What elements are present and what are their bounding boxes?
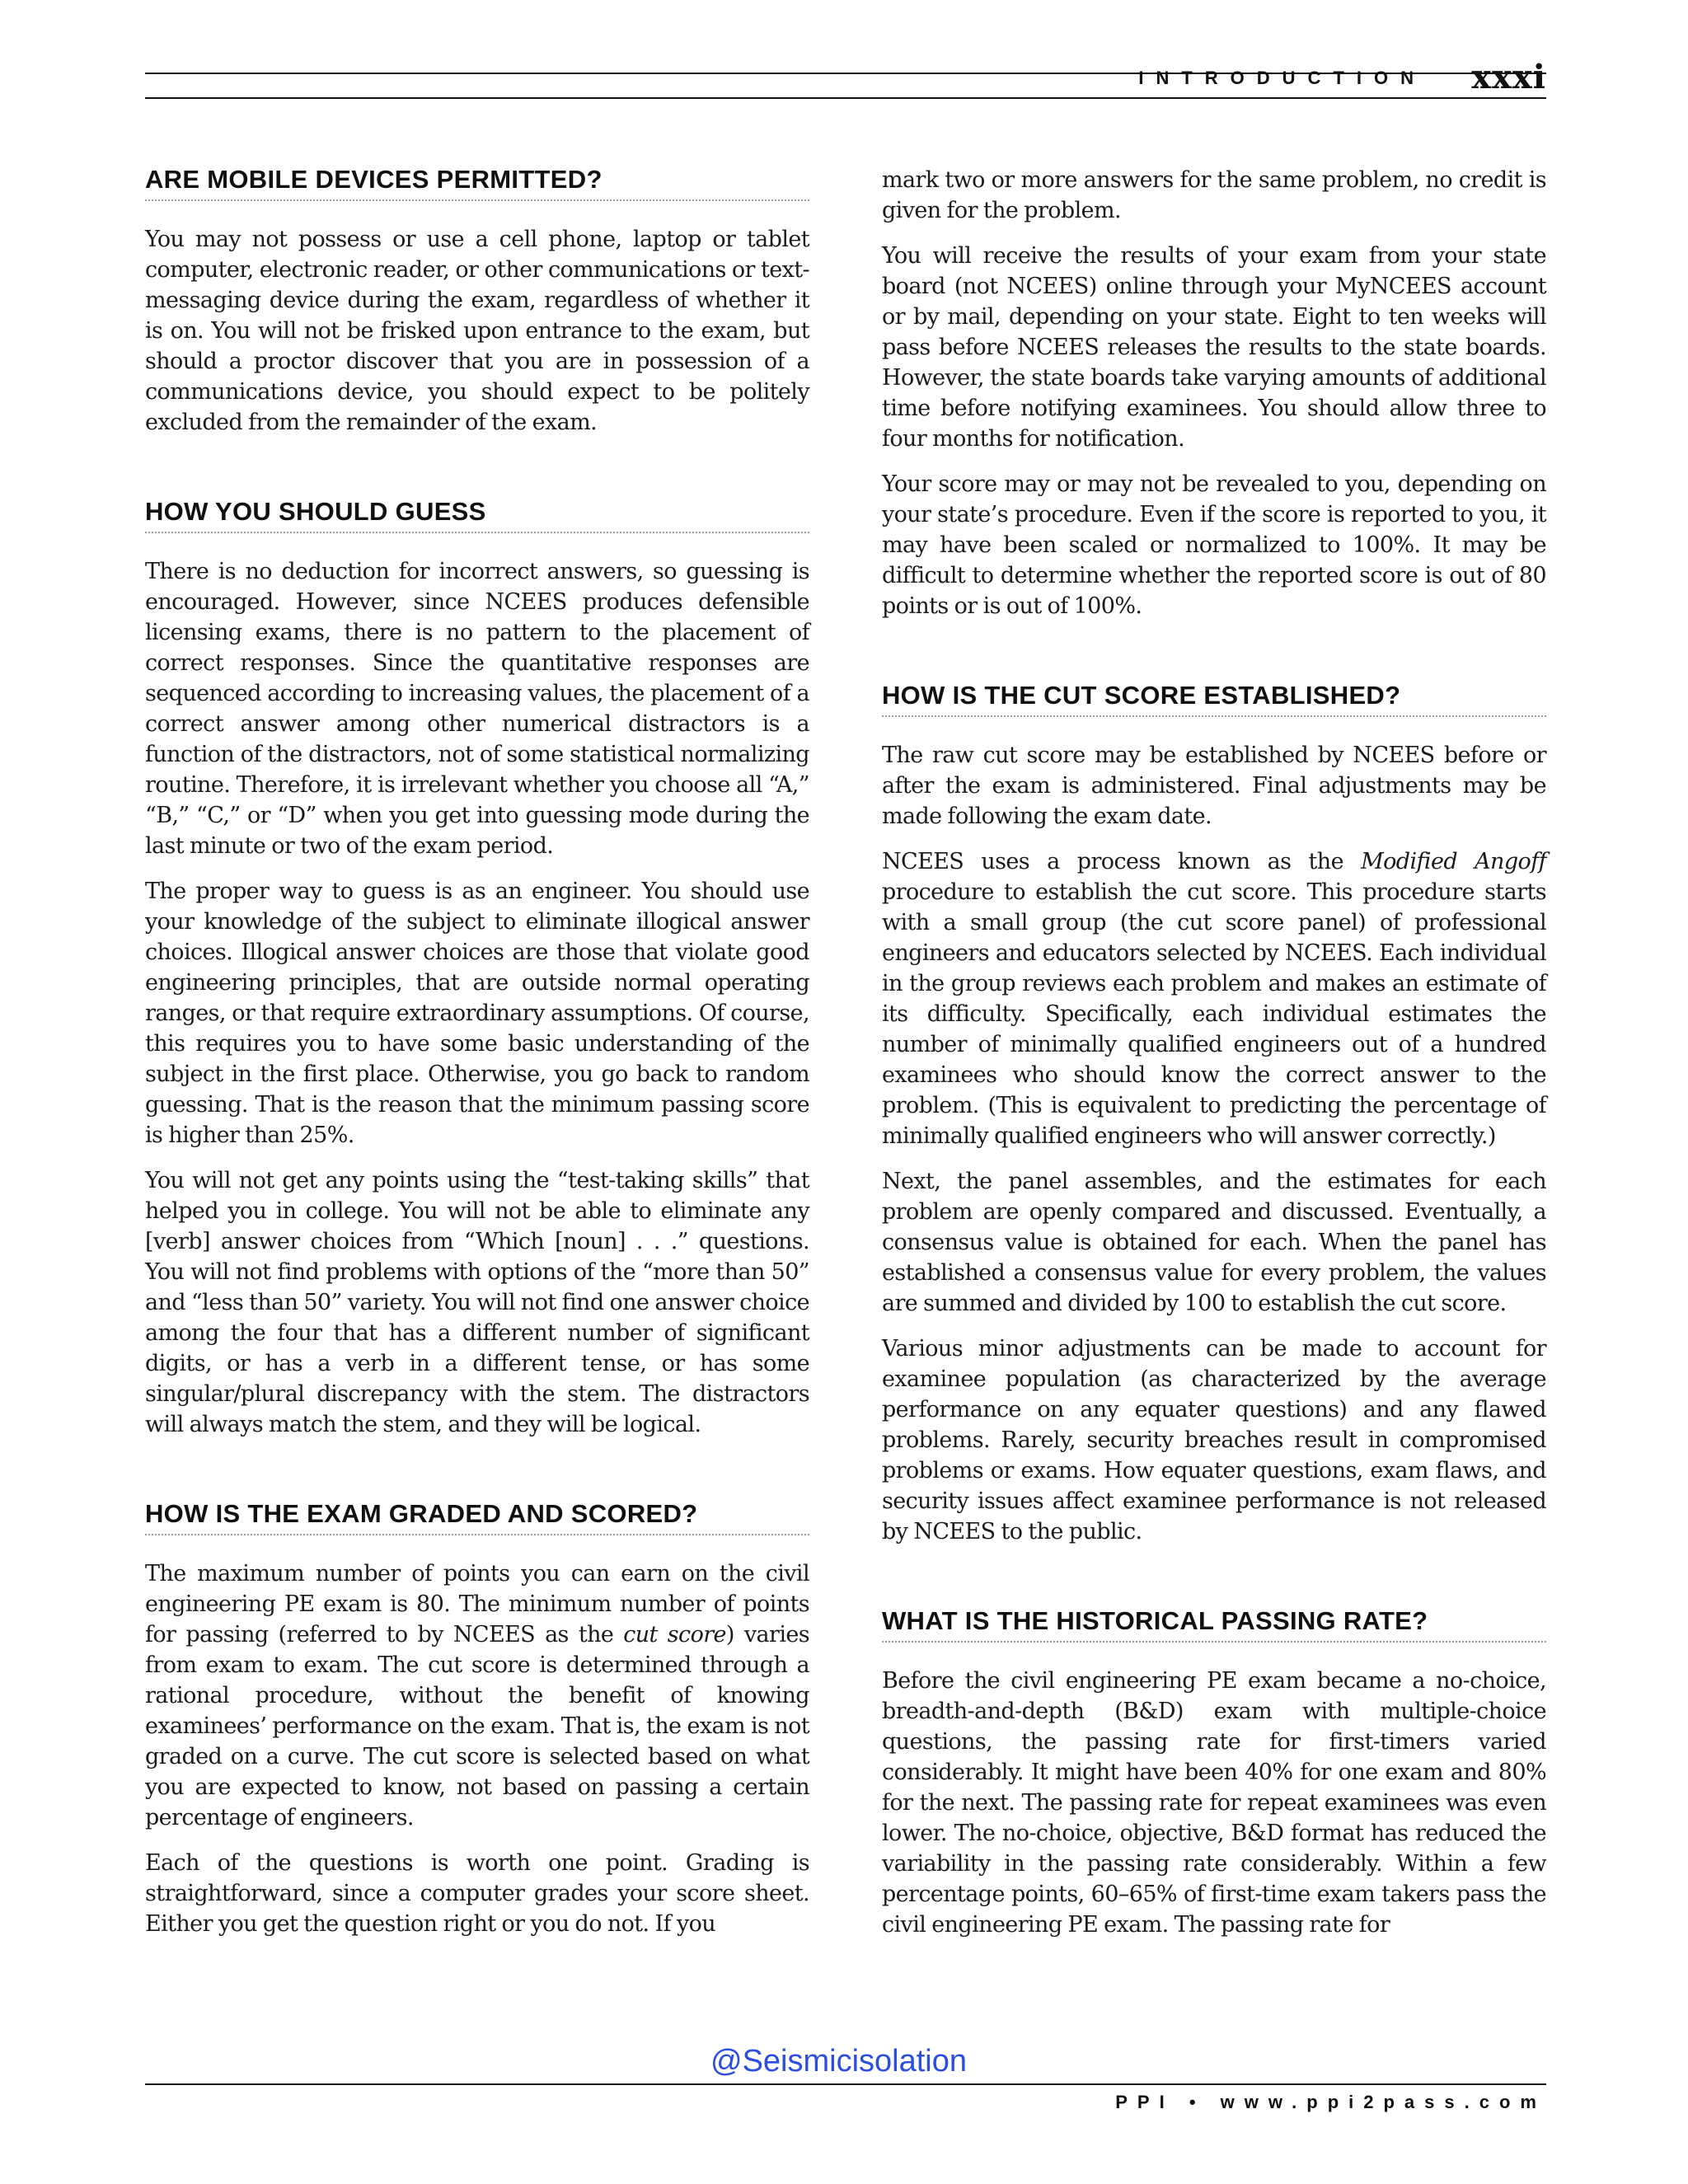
italic-term: Modified Angoff (1361, 849, 1546, 874)
paragraph: Your score may or may not be revealed to you, depending on your state’s procedure. Even if the score is reported to you, it may have been scaled or normalized to 100%. It may be difficult to determine whether the reported score is out of 80 points or is out of 100%. (882, 471, 1546, 619)
section-heading: HOW IS THE EXAM GRADED AND SCORED? (145, 1499, 809, 1535)
section-passing-rate (882, 1606, 1546, 1940)
section-grading (145, 1499, 809, 1939)
footer-rule (145, 2083, 1546, 2085)
paragraph (145, 1558, 809, 1833)
right-column (882, 165, 1546, 1999)
footer-text: PPI • www.ppi2pass.com (1115, 2092, 1546, 2112)
section-mobile-devices (145, 165, 809, 438)
section-heading: WHAT IS THE HISTORICAL PASSING RATE? (882, 1606, 1546, 1643)
text-run: The maximum number of points you can earn on the civil engineering PE exam is 80. The minimum number of points for passing (referred to by NCEES as the (145, 1561, 809, 1647)
section-heading: HOW IS THE CUT SCORE ESTABLISHED? (882, 681, 1546, 717)
italic-term: cut score (623, 1622, 726, 1647)
section-heading: ARE MOBILE DEVICES PERMITTED? (145, 165, 809, 201)
text-run: ) varies from exam to exam. The cut score is determined through a rational procedure, without the benefit of knowing examinees’ performance on the exam. That is, the exam is not graded on a curve. The cut score is selected based on what you are expected to know, not based on passing a certain percentage of engineers. (145, 1622, 809, 1830)
paragraph: The raw cut score may be established by NCEES before or after the exam is administered. Final adjustments may be made following the exam date. (882, 743, 1546, 829)
watermark: @Seismicisolation (710, 2044, 968, 2079)
section-cut-score (882, 681, 1546, 1547)
section-heading: HOW YOU SHOULD GUESS (145, 497, 809, 533)
paragraph (882, 846, 1546, 1151)
left-column (145, 165, 809, 1999)
paragraph: Each of the questions is worth one point. Grading is straightforward, since a computer grades your score sheet. Either you get the question right or you do not. If you (145, 1850, 809, 1937)
paragraph: The proper way to guess is as an engineer. You should use your knowledge of the subject to eliminate illogical answer choices. Illogical answer choices are those that violate good engineering principles, that are outside normal operating ranges, or that require extraordinary assumptions. Of course, this requires you to have some basic understanding of the subject in the first place. Otherwise, you go back to random guessing. That is the reason that the minimum passing score is higher than 25%. (145, 879, 809, 1148)
running-header: INTRODUCTION (1138, 68, 1426, 88)
paragraph: You will receive the results of your exam from your state board (not NCEES) online through your MyNCEES account or by mail, depending on your state. Eight to ten weeks will pass before NCEES releases the results to the state boards. However, the state boards take varying amounts of additional time before notifying examinees. You should allow three to four months for notification. (882, 243, 1546, 452)
paragraph: Various minor adjustments can be made to account for examinee population (as characterized by the average performance on any equater questions) and any flawed problems. Rarely, security breaches result in compromised problems or exams. How equater questions, exam flaws, and security issues affect examinee performance is not released by NCEES to the public. (882, 1336, 1546, 1544)
section-guessing (145, 497, 809, 1440)
paragraph: mark two or more answers for the same problem, no credit is given for the problem. (882, 167, 1546, 223)
paragraph: Before the civil engineering PE exam became a no-choice, breadth-and-depth (B&D) exam with multiple-choice questions, the passing rate for first-timers varied considerably. It might have been 40% for one exam and 80% for the next. The passing rate for repeat examinees was even lower. The no-choice, objective, B&D format has reduced the variability in the passing rate considerably. Within a few percentage points, 60–65% of first-time exam takers pass the civil engineering PE exam. The passing rate for (882, 1668, 1546, 1938)
text-run: procedure to establish the cut score. This procedure starts with a small group (the cut score panel) of professional engineers and educators selected by NCEES. Each individual in the group reviews each problem and makes an estimate of its difficulty. Specifically, each individual estimates the number of minimally qualified engineers out of a hundred examinees who should know the correct answer to the problem. (This is equivalent to predicting the percentage of minimally qualified engineers who will answer correctly.) (882, 879, 1546, 1149)
paragraph: You will not get any points using the “test-taking skills” that helped you in college. You will not be able to eliminate any [verb] answer choices from “Which [noun] . . .” questions. You will not find problems with options of the “more than 50” and “less than 50” variety. You will not find one answer choice among the four that has a different number of significant digits, or has a verb in a different tense, or has some singular/plural discrepancy with the stem. The distractors will always match the stem, and they will be logical. (145, 1168, 809, 1437)
header-bottom-rule (145, 97, 1546, 99)
section-continuation (882, 165, 1546, 621)
paragraph: There is no deduction for incorrect answers, so guessing is encouraged. However, since NCEES produces defensible licensing exams, there is no pattern to the placement of correct responses. Since the quantitative responses are sequenced according to increasing values, the placement of a correct answer among other numerical distractors is a function of the distractors, not of some statistical normalizing routine. Therefore, it is irrelevant whether you choose all “A,” “B,” “C,” or “D” when you get into guessing mode during the last minute or two of the exam period. (145, 559, 809, 859)
paragraph: Next, the panel assembles, and the estimates for each problem are openly compared and discussed. Eventually, a consensus value is obtained for each. When the panel has established a consensus value for every problem, the values are summed and divided by 100 to establish the cut score. (882, 1169, 1546, 1316)
page-number: xxxi (1471, 58, 1546, 96)
paragraph: You may not possess or use a cell phone, laptop or tablet computer, electronic reader, or other communications or text-messaging device during the exam, regardless of whether it is on. You will not be frisked upon entrance to the exam, but should a proctor discover that you are in possession of a communications device, you should expect to be politely excluded from the remainder of the exam. (145, 227, 809, 435)
text-run: NCEES uses a process known as the (882, 849, 1362, 874)
